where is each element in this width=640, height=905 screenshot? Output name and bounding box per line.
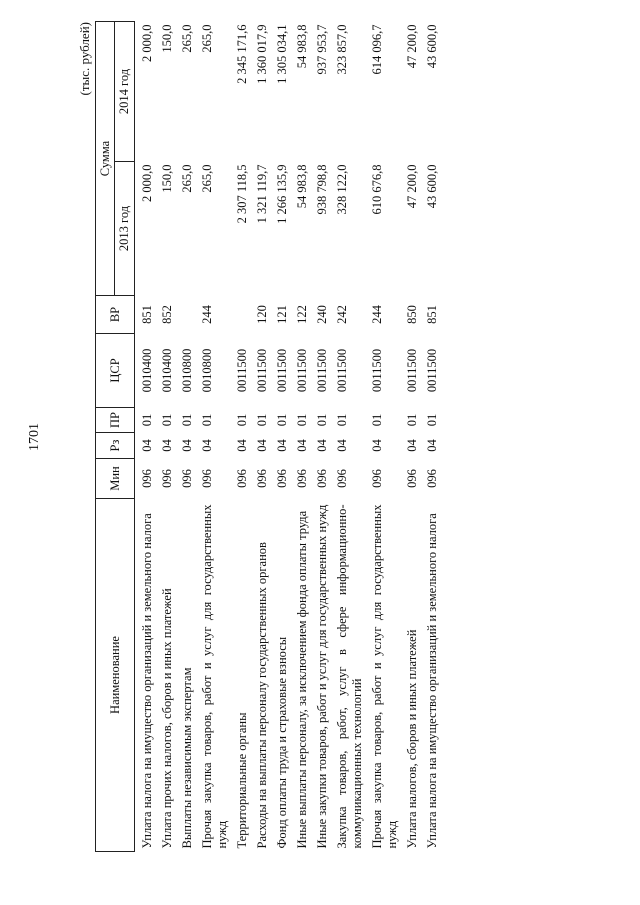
header-sum: Сумма [96,22,115,296]
row-min: 096 [404,469,419,488]
row-vr: 121 [274,305,289,324]
row-min: 096 [199,469,214,488]
row-name: Выплаты независимым экспертам [179,667,194,849]
table-body [134,22,442,852]
header-2014: 2014 год [115,22,134,162]
row-rz: 04 [139,439,154,452]
row-rz: 04 [179,439,194,452]
row-name: Иные выплаты персоналу, за исключением фонда оплаты труда [294,510,309,849]
row-vr: 120 [254,305,269,324]
row-min: 096 [334,469,349,488]
row-min: 096 [139,469,154,488]
row-csr: 0011500 [314,348,329,393]
row-min: 096 [424,469,439,488]
row-rz: 04 [334,439,349,452]
row-sum-2013: 2 307 118,5 [234,164,249,224]
header-name: Наименование [96,499,135,852]
row-name: Закупка товаров, работ, услуг в сфере информационно-коммуникационных технологий [334,504,364,849]
row-name: Уплата налога на имущество организаций и земельного налога [139,513,154,849]
header-vr: ВР [96,296,135,334]
row-sum-2013: 1 266 135,9 [274,164,289,224]
row-pr: 01 [424,413,439,427]
table-row [157,22,177,852]
table-row [177,22,197,852]
row-sum-2013: 2 000,0 [139,164,154,202]
row-sum-2014: 2 345 171,6 [234,24,249,84]
row-min: 096 [369,469,384,488]
table-row [252,22,272,852]
row-pr: 01 [254,413,269,427]
row-sum-2013: 938 798,8 [314,164,329,215]
row-min: 096 [274,469,289,488]
row-sum-2014: 937 953,7 [314,24,329,75]
row-pr: 01 [234,413,249,427]
header-pr: ПР [96,408,135,433]
row-vr: 850 [404,305,419,324]
row-pr: 01 [404,413,419,427]
row-name: Территориальные органы [234,712,249,849]
row-rz: 04 [404,439,419,452]
table-row [367,22,402,852]
row-pr: 01 [334,413,349,427]
row-min: 096 [234,469,249,488]
table-row [312,22,332,852]
row-name: Прочая закупка товаров, работ и услуг для государственных нужд [199,504,229,849]
rotated-page-content [27,22,560,852]
row-csr: 0011500 [254,348,269,393]
row-sum-2013: 1 321 119,7 [254,164,269,224]
row-sum-2013: 610 676,8 [369,164,384,215]
row-rz: 04 [234,439,249,452]
row-sum-2013: 54 983,8 [294,164,309,209]
row-vr: 851 [424,305,439,324]
row-csr: 0011500 [404,348,419,393]
row-sum-2014: 2 000,0 [139,24,154,62]
units-label: (тыс. рублей) [77,22,92,96]
row-vr [232,296,252,334]
row-vr [177,296,197,334]
row-min: 096 [294,469,309,488]
row-min: 096 [159,469,174,488]
row-vr: 851 [139,305,154,324]
row-name: Уплата налогов, сборов и иных платежей [404,629,419,849]
row-min: 096 [179,469,194,488]
row-pr: 01 [369,413,384,427]
row-vr: 852 [159,305,174,324]
table-row [332,22,367,852]
row-csr: 0010400 [139,348,154,393]
row-name: Расходы на выплаты персоналу государственных органов [254,542,269,849]
table-row [402,22,422,852]
row-pr: 01 [294,413,309,427]
table-row [272,22,292,852]
row-sum-2013: 47 200,0 [404,164,419,209]
table-row [232,22,252,852]
row-csr: 0011500 [234,348,249,393]
row-min: 096 [254,469,269,488]
row-sum-2014: 1 360 017,9 [254,24,269,84]
row-vr: 122 [294,305,309,324]
row-pr: 01 [179,413,194,427]
row-csr: 0010800 [179,348,194,393]
budget-table [95,21,442,852]
row-vr: 242 [334,305,349,324]
row-sum-2013: 328 122,0 [334,164,349,215]
row-name: Уплата прочих налогов, сборов и иных платежей [159,588,174,849]
row-csr: 0011500 [369,348,384,393]
table-row [134,22,157,852]
table-row [197,22,232,852]
row-csr: 0011500 [274,348,289,393]
row-sum-2014: 614 096,7 [369,24,384,75]
row-vr: 244 [199,305,214,324]
table-row [422,22,442,852]
row-rz: 04 [294,439,309,452]
row-name: Прочая закупка товаров, работ и услуг для государственных нужд [369,504,399,849]
row-sum-2014: 43 600,0 [424,24,439,69]
row-rz: 04 [274,439,289,452]
row-pr: 01 [159,413,174,427]
row-sum-2014: 47 200,0 [404,24,419,69]
row-sum-2013: 265,0 [179,164,194,193]
row-pr: 01 [274,413,289,427]
row-rz: 04 [369,439,384,452]
row-sum-2014: 265,0 [199,24,214,53]
row-csr: 0010800 [199,348,214,393]
row-sum-2014: 265,0 [179,24,194,53]
row-rz: 04 [199,439,214,452]
row-name: Уплата налога на имущество организаций и земельного налога [424,513,439,849]
row-sum-2014: 150,0 [159,24,174,53]
row-min: 096 [314,469,329,488]
row-sum-2013: 265,0 [199,164,214,193]
row-sum-2014: 54 983,8 [294,24,309,69]
row-rz: 04 [424,439,439,452]
row-name: Иные закупки товаров, работ и услуг для государственных нужд [314,504,329,849]
row-vr: 244 [369,305,384,324]
row-sum-2013: 150,0 [159,164,174,193]
header-2013: 2013 год [115,162,134,296]
row-csr: 0011500 [424,348,439,393]
row-pr: 01 [314,413,329,427]
row-csr: 0010400 [159,348,174,393]
row-sum-2014: 1 305 034,1 [274,24,289,84]
row-rz: 04 [314,439,329,452]
header-csr: ЦСР [96,334,135,408]
page-number: 1701 [27,423,42,451]
row-sum-2013: 43 600,0 [424,164,439,209]
row-name: Фонд оплаты труда и страховые взносы [274,636,289,849]
row-vr: 240 [314,305,329,324]
table-row [292,22,312,852]
row-rz: 04 [159,439,174,452]
row-pr: 01 [139,413,154,427]
row-csr: 0011500 [294,348,309,393]
header-rz: Рз [96,433,135,459]
row-sum-2014: 323 857,0 [334,24,349,75]
row-pr: 01 [199,413,214,427]
row-csr: 0011500 [334,348,349,393]
header-min: Мин [96,459,135,499]
row-rz: 04 [254,439,269,452]
